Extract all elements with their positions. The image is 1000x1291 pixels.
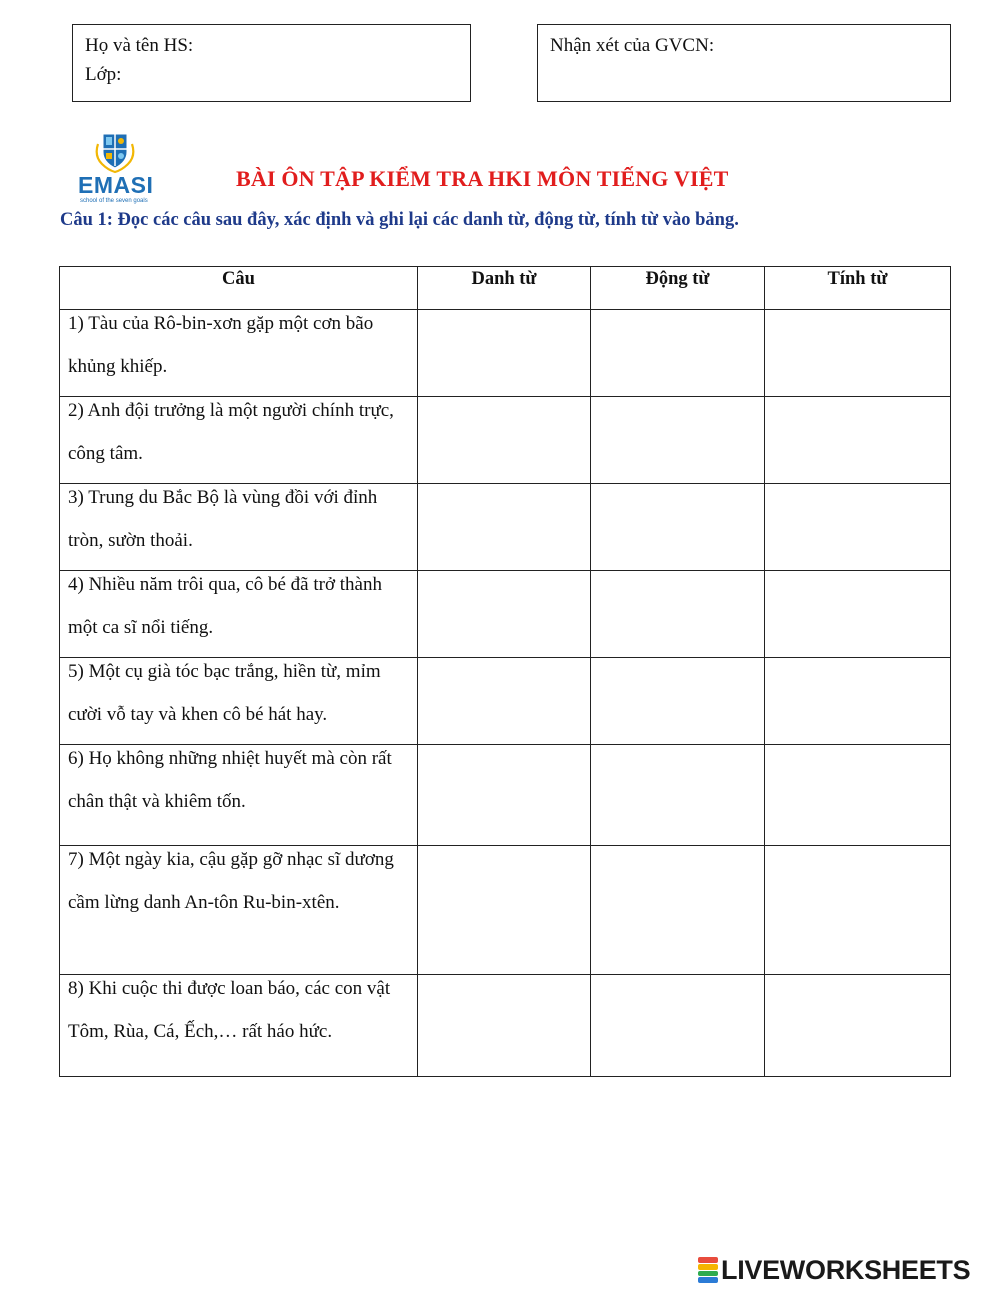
table-row xyxy=(60,745,951,846)
adjective-answer-cell[interactable] xyxy=(765,484,951,571)
sentence-text: 6) Họ không những nhiệt huyết mà còn rất chân thật và khiêm tốn. xyxy=(68,748,392,812)
adjective-answer-input[interactable] xyxy=(766,485,949,508)
verb-answer-cell[interactable] xyxy=(591,658,765,745)
verb-answer-input[interactable] xyxy=(592,659,763,682)
adjective-answer-cell[interactable] xyxy=(765,745,951,846)
verb-answer-input[interactable] xyxy=(592,847,763,870)
noun-answer-input[interactable] xyxy=(419,847,589,870)
teacher-comment-box xyxy=(537,24,951,102)
noun-answer-cell[interactable] xyxy=(418,310,591,397)
sentence-cell xyxy=(60,658,418,745)
logo-brand-text: EMASI xyxy=(78,172,154,198)
verb-answer-cell[interactable] xyxy=(591,310,765,397)
sentence-text: 8) Khi cuộc thi được loan báo, các con vật Tôm, Rùa, Cá, Ếch,… rất háo hức. xyxy=(68,978,391,1042)
noun-answer-cell[interactable] xyxy=(418,975,591,1077)
sentence-text: 3) Trung du Bắc Bộ là vùng đồi với đỉnh tròn, sườn thoải. xyxy=(68,487,378,551)
student-name-label: Họ và tên HS: xyxy=(85,35,194,56)
sentence-cell xyxy=(60,310,418,397)
adjective-answer-cell[interactable] xyxy=(765,658,951,745)
sentence-cell xyxy=(60,571,418,658)
header-nouns: Danh từ xyxy=(418,267,591,310)
adjective-answer-input[interactable] xyxy=(766,398,949,421)
noun-answer-cell[interactable] xyxy=(418,571,591,658)
noun-answer-input[interactable] xyxy=(419,746,589,769)
adjective-answer-cell[interactable] xyxy=(765,975,951,1077)
class-label: Lớp: xyxy=(85,64,122,85)
header-verbs: Động từ xyxy=(591,267,765,310)
sentence-cell xyxy=(60,846,418,975)
verb-answer-cell[interactable] xyxy=(591,397,765,484)
noun-answer-cell[interactable] xyxy=(418,745,591,846)
sentence-cell xyxy=(60,975,418,1077)
noun-answer-cell[interactable] xyxy=(418,658,591,745)
sentence-text: 7) Một ngày kia, cậu gặp gỡ nhạc sĩ dương cầm lừng danh An-tôn Ru-bin-xtên. xyxy=(68,849,394,913)
adjective-answer-input[interactable] xyxy=(766,311,949,334)
sentence-text: 1) Tàu của Rô-bin-xơn gặp một cơn bão khủng khiếp. xyxy=(68,313,374,377)
header-adjectives: Tính từ xyxy=(765,267,951,310)
adjective-answer-input[interactable] xyxy=(766,659,949,682)
table-row xyxy=(60,397,951,484)
verb-answer-cell[interactable] xyxy=(591,484,765,571)
table-row xyxy=(60,975,951,1077)
sentence-text: 4) Nhiều năm trôi qua, cô bé đã trở thành một ca sĩ nổi tiếng. xyxy=(68,574,382,638)
noun-answer-cell[interactable] xyxy=(418,846,591,975)
noun-answer-input[interactable] xyxy=(419,976,589,999)
table-row xyxy=(60,310,951,397)
adjective-answer-cell[interactable] xyxy=(765,571,951,658)
verb-answer-input[interactable] xyxy=(592,976,763,999)
school-logo xyxy=(76,128,156,208)
watermark-text: LIVEWORKSHEETS xyxy=(721,1254,971,1285)
verb-answer-input[interactable] xyxy=(592,572,763,595)
adjective-answer-input[interactable] xyxy=(766,746,949,769)
verb-answer-cell[interactable] xyxy=(591,975,765,1077)
noun-answer-input[interactable] xyxy=(419,485,589,508)
student-info-box xyxy=(72,24,471,102)
table-row xyxy=(60,846,951,975)
sentence-text: 2) Anh đội trưởng là một người chính trực, công tâm. xyxy=(68,400,394,464)
sentence-cell xyxy=(60,397,418,484)
worksheet-table xyxy=(59,266,951,1077)
verb-answer-cell[interactable] xyxy=(591,571,765,658)
table-row xyxy=(60,658,951,745)
logo-tagline: school of the seven goals xyxy=(80,198,148,204)
noun-answer-input[interactable] xyxy=(419,398,589,421)
verb-answer-input[interactable] xyxy=(592,746,763,769)
adjective-answer-cell[interactable] xyxy=(765,846,951,975)
teacher-comment-label: Nhận xét của GVCN: xyxy=(550,35,715,56)
noun-answer-input[interactable] xyxy=(419,659,589,682)
verb-answer-input[interactable] xyxy=(592,398,763,421)
school-crest-icon xyxy=(90,130,140,174)
adjective-answer-input[interactable] xyxy=(766,572,949,595)
liveworksheets-logo-icon xyxy=(698,1257,718,1283)
worksheet-title: BÀI ÔN TẬP KIỂM TRA HKI MÔN TIẾNG VIỆT xyxy=(236,166,729,191)
table-row xyxy=(60,484,951,571)
adjective-answer-cell[interactable] xyxy=(765,310,951,397)
noun-answer-input[interactable] xyxy=(419,572,589,595)
liveworksheets-watermark xyxy=(698,1253,970,1287)
verb-answer-cell[interactable] xyxy=(591,745,765,846)
sentence-cell xyxy=(60,745,418,846)
verb-answer-input[interactable] xyxy=(592,485,763,508)
verb-answer-input[interactable] xyxy=(592,311,763,334)
question-instruction: Câu 1: Đọc các câu sau đây, xác định và ghi lại các danh từ, động từ, tính từ vào bảng. xyxy=(60,210,739,230)
adjective-answer-cell[interactable] xyxy=(765,397,951,484)
sentence-cell xyxy=(60,484,418,571)
noun-answer-input[interactable] xyxy=(419,311,589,334)
sentence-text: 5) Một cụ già tóc bạc trắng, hiền từ, mỉm cười vỗ tay và khen cô bé hát hay. xyxy=(68,661,381,725)
table-row xyxy=(60,571,951,658)
adjective-answer-input[interactable] xyxy=(766,976,949,999)
header-sentence: Câu xyxy=(60,267,418,310)
noun-answer-cell[interactable] xyxy=(418,484,591,571)
noun-answer-cell[interactable] xyxy=(418,397,591,484)
verb-answer-cell[interactable] xyxy=(591,846,765,975)
adjective-answer-input[interactable] xyxy=(766,847,949,870)
